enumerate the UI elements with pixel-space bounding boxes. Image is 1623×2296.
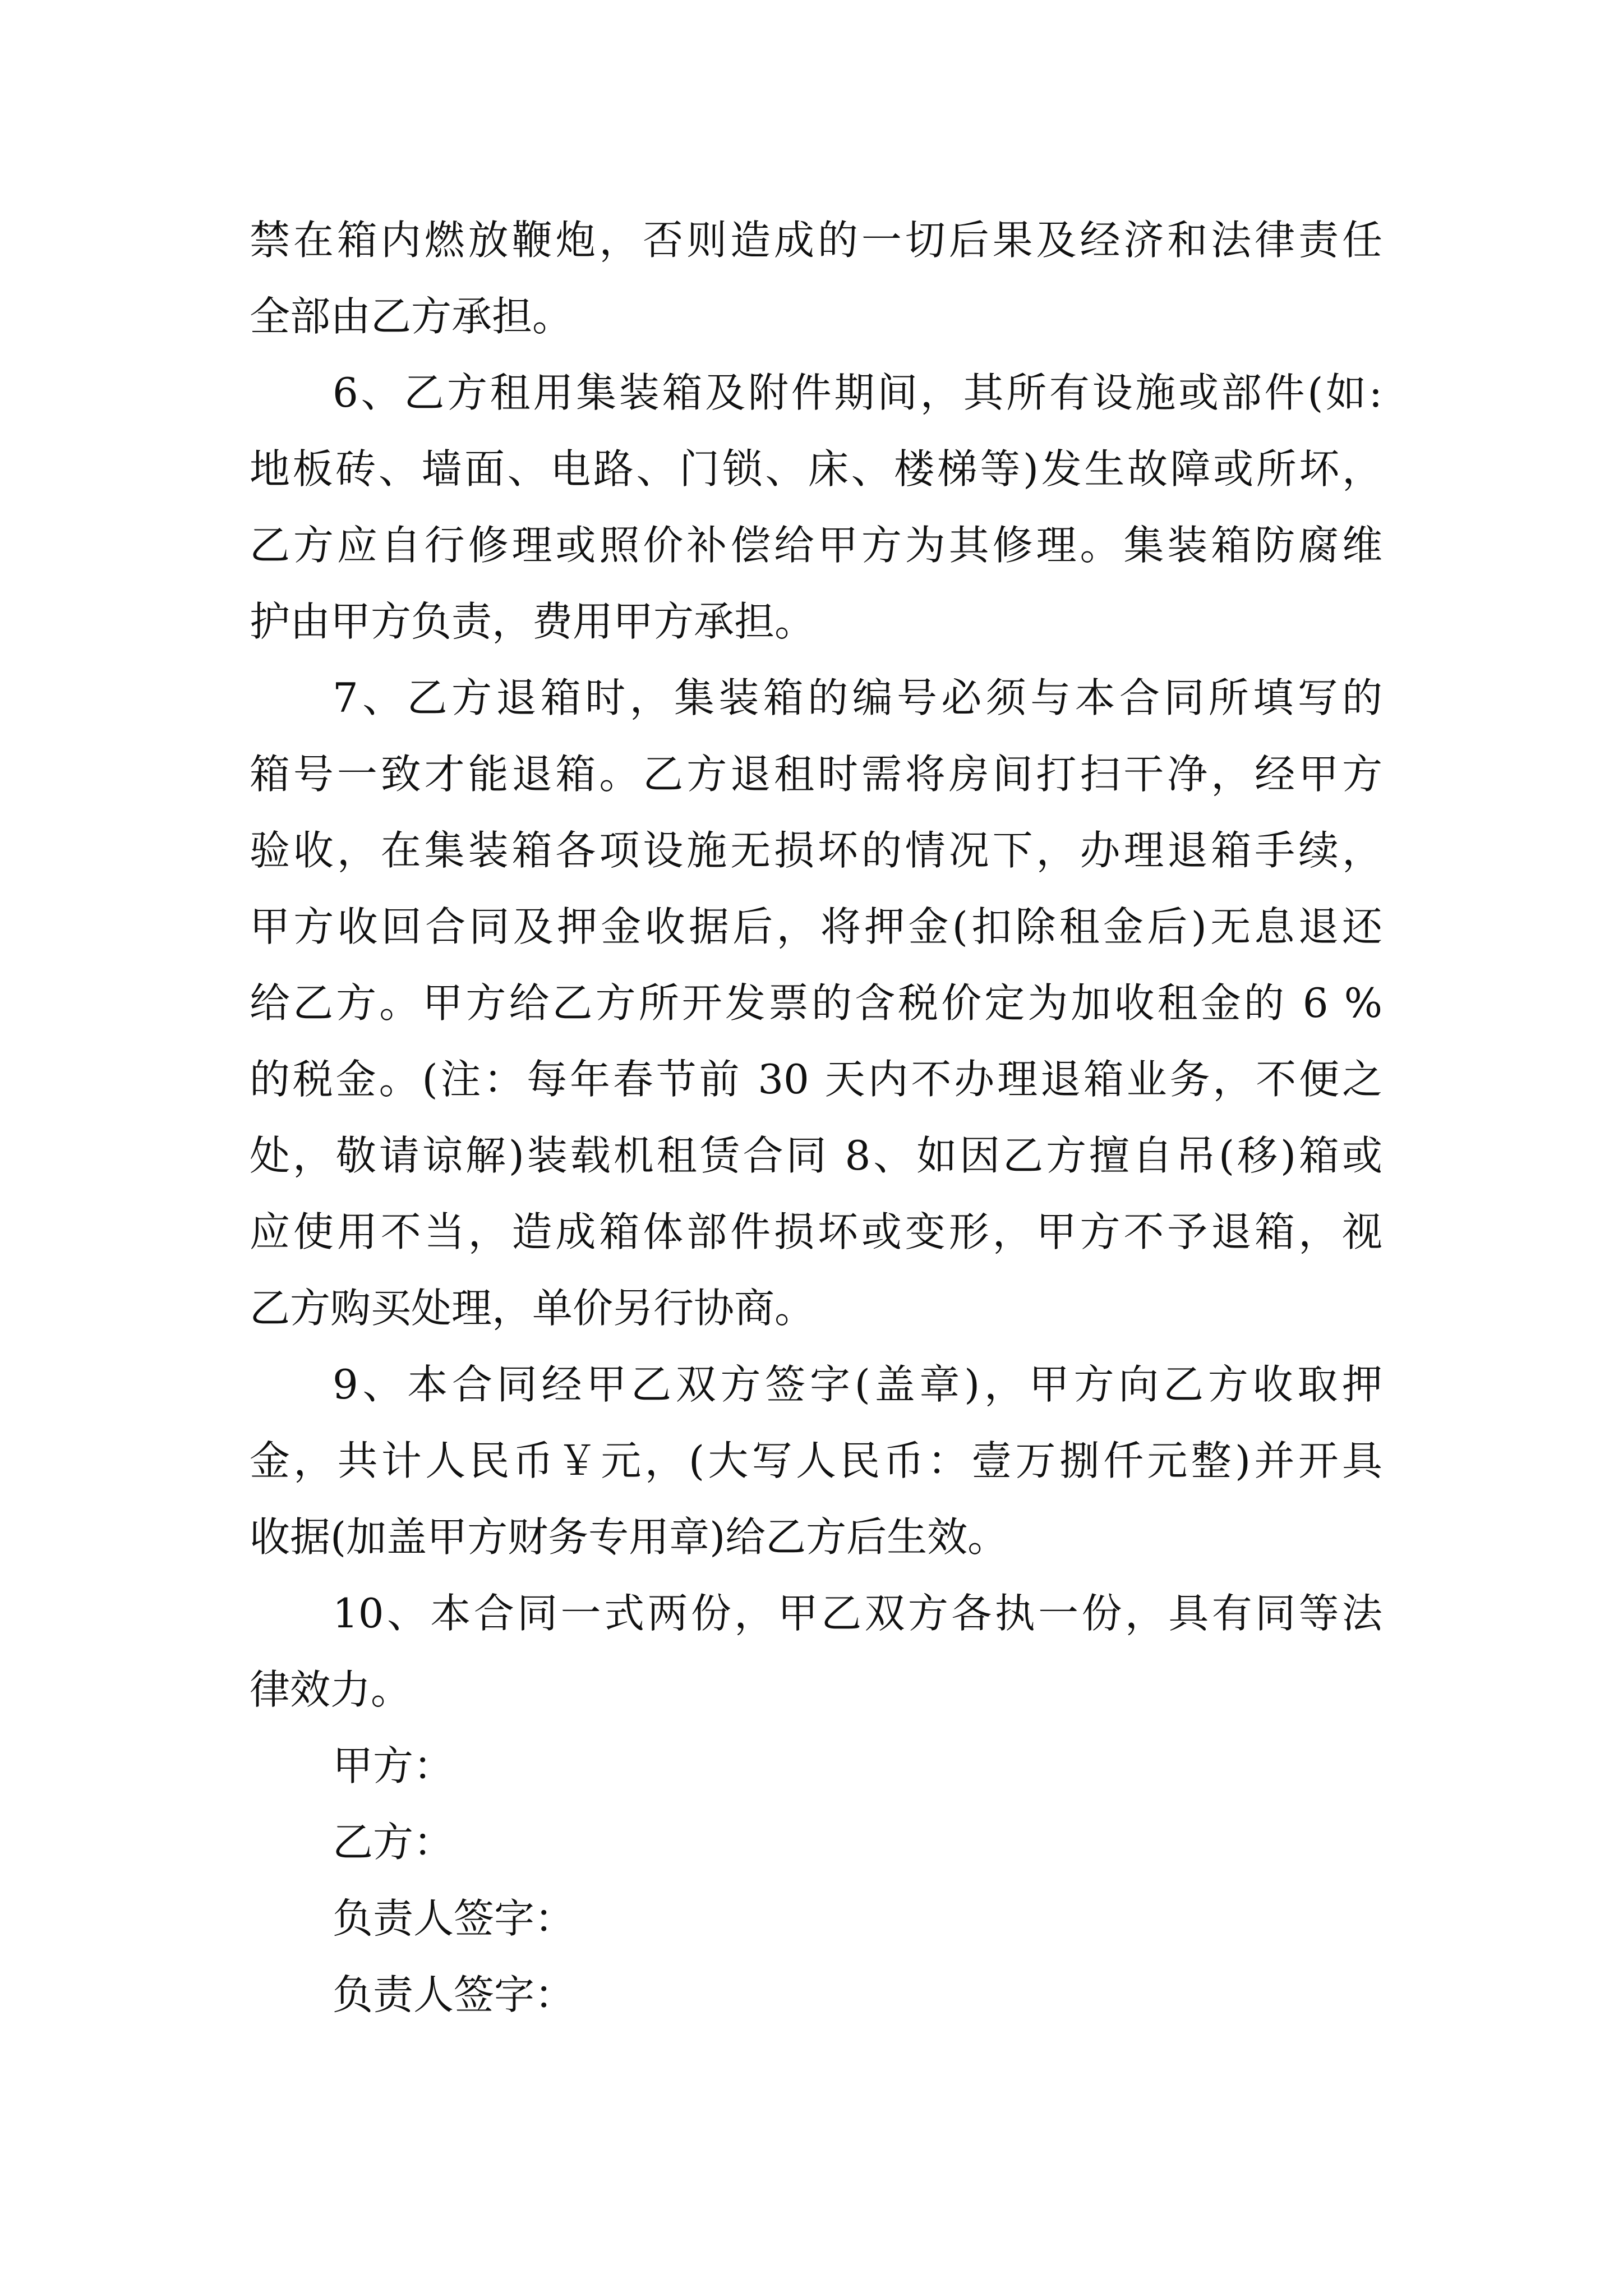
signature-line: 甲方： <box>333 1742 454 1789</box>
text-line: 禁在箱内燃放鞭炮，否则造成的一切后果及经济和法律责任 <box>250 217 1382 264</box>
text-line: 护由甲方负责，费用甲方承担。 <box>250 598 815 645</box>
text-line: 律效力。 <box>250 1666 412 1713</box>
contract-text <box>250 202 1382 1728</box>
text-line: 收据(加盖甲方财务专用章)给乙方后生效。 <box>250 1513 1008 1561</box>
text-line: 10、本合同一式两份，甲乙双方各执一份，具有同等法 <box>333 1590 1382 1637</box>
text-line: 乙方购买处理，单价另行协商。 <box>250 1285 815 1332</box>
signature-line: 乙方： <box>333 1819 454 1866</box>
text-line: 的税金。(注：每年春节前 30 天内不办理退箱业务，不便之 <box>250 1056 1382 1103</box>
text-line: 处，敬请谅解)装载机租赁合同 8、如因乙方擅自吊(移)箱或 <box>250 1132 1382 1179</box>
text-line: 金，共计人民币￥元，(大写人民币：壹万捌仟元整)并开具 <box>250 1437 1382 1484</box>
text-line: 验收，在集装箱各项设施无损坏的情况下，办理退箱手续， <box>250 827 1382 874</box>
text-line: 应使用不当，造成箱体部件损坏或变形，甲方不予退箱，视 <box>250 1208 1382 1255</box>
text-line: 箱号一致才能退箱。乙方退租时需将房间打扫干净，经甲方 <box>250 751 1382 798</box>
signature-block <box>250 1728 1382 2033</box>
text-line: 全部由乙方承担。 <box>250 293 573 340</box>
text-line: 7、乙方退箱时，集装箱的编号必须与本合同所填写的 <box>333 674 1382 721</box>
text-line: 乙方应自行修理或照价补偿给甲方为其修理。集装箱防腐维 <box>250 522 1382 569</box>
contract-body <box>250 202 1382 2033</box>
text-line: 地板砖、墙面、电路、门锁、床、楼梯等)发生故障或所坏， <box>250 445 1382 493</box>
text-line: 6、乙方租用集装箱及附件期间，其所有设施或部件(如: <box>333 369 1382 416</box>
signature-line: 负责人签字： <box>333 1895 575 1942</box>
signature-line: 负责人签字： <box>333 1971 575 2018</box>
text-line: 给乙方。甲方给乙方所开发票的含税价定为加收租金的 6 % <box>250 979 1382 1027</box>
text-line: 甲方收回合同及押金收据后，将押金(扣除租金后)无息退还 <box>250 903 1382 950</box>
text-line: 9、本合同经甲乙双方签字(盖章)，甲方向乙方收取押 <box>333 1361 1382 1408</box>
